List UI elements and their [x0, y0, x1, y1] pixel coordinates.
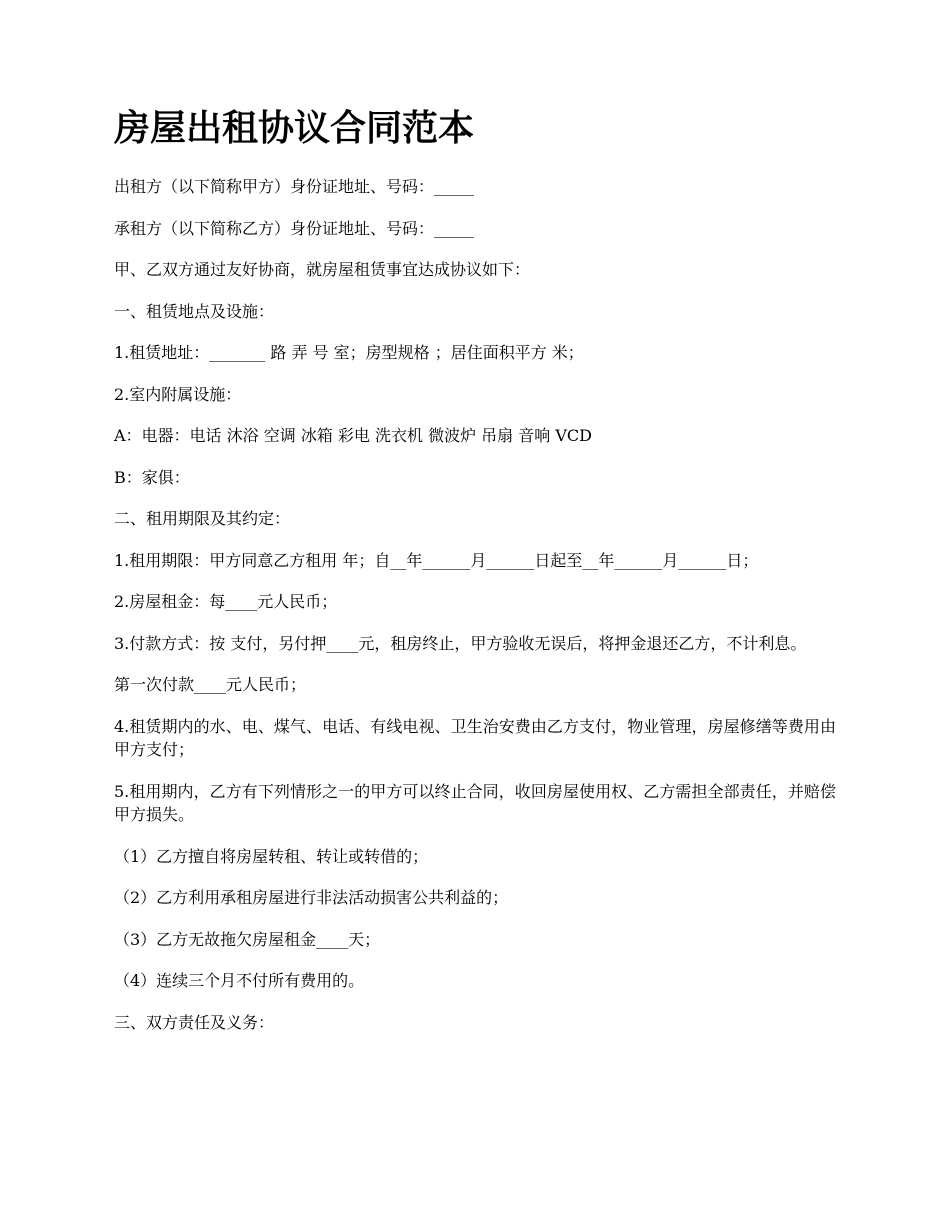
section-heading-responsibilities: 三、双方责任及义务：	[114, 1012, 275, 1032]
list-item-unpaid-fees: （4）连续三个月不付所有费用的。	[114, 971, 365, 990]
paragraph-payment-method: 3.付款方式：按 支付，另付押____元，租房终止，甲方验收无误后，将押金退还乙方，不计利息。	[114, 633, 807, 653]
paragraph-lessee: 承租方（以下简称乙方）身份证地址、号码：_____	[114, 218, 475, 238]
document-title: 房屋出租协议合同范本	[114, 107, 475, 149]
section-heading-location: 一、租赁地点及设施：	[114, 301, 275, 321]
paragraph-lessor: 出租方（以下简称甲方）身份证地址、号码：_____	[114, 177, 475, 196]
paragraph-utilities: 4.租赁期内的水、电、煤气、电话、有线电视、卫生治安费由乙方支付，物业管理，房屋修缮等费用由甲方支付；	[114, 716, 836, 759]
paragraph-rental-period: 1.租用期限：甲方同意乙方租用 年；自__年______月______日起至__年______月______日；	[114, 550, 759, 570]
document-page	[114, 104, 836, 1052]
paragraph-agreement-intro: 甲、乙双方通过友好协商，就房屋租赁事宜达成协议如下：	[114, 260, 531, 279]
paragraph-furniture: B：家俱：	[114, 467, 190, 487]
paragraph-appliances: A：电器：电话 沐浴 空调 冰箱 彩电 洗衣机 微波炉 吊扇 音响 VCD	[114, 426, 592, 445]
paragraph-rental-address: 1.租赁地址：_______ 路 弄 号 室；房型规格 ；居住面积平方 米；	[114, 343, 584, 362]
paragraph-facilities: 2.室内附属设施：	[114, 384, 242, 404]
paragraph-first-payment: 第一次付款____元人民币；	[114, 675, 307, 694]
list-item-rent-arrears: （3）乙方无故拖欠房屋租金____天；	[114, 929, 381, 949]
paragraph-rent: 2.房屋租金：每____元人民币；	[114, 592, 338, 611]
list-item-sublet: （1）乙方擅自将房屋转租、转让或转借的；	[114, 846, 429, 866]
paragraph-termination: 5.租用期内，乙方有下列情形之一的甲方可以终止合同，收回房屋使用权、乙方需担全部责任，并赔偿甲方损失。	[114, 781, 836, 824]
list-item-illegal-use: （2）乙方利用承租房屋进行非法活动损害公共利益的；	[114, 888, 509, 907]
section-heading-term: 二、租用期限及其约定：	[114, 509, 291, 528]
